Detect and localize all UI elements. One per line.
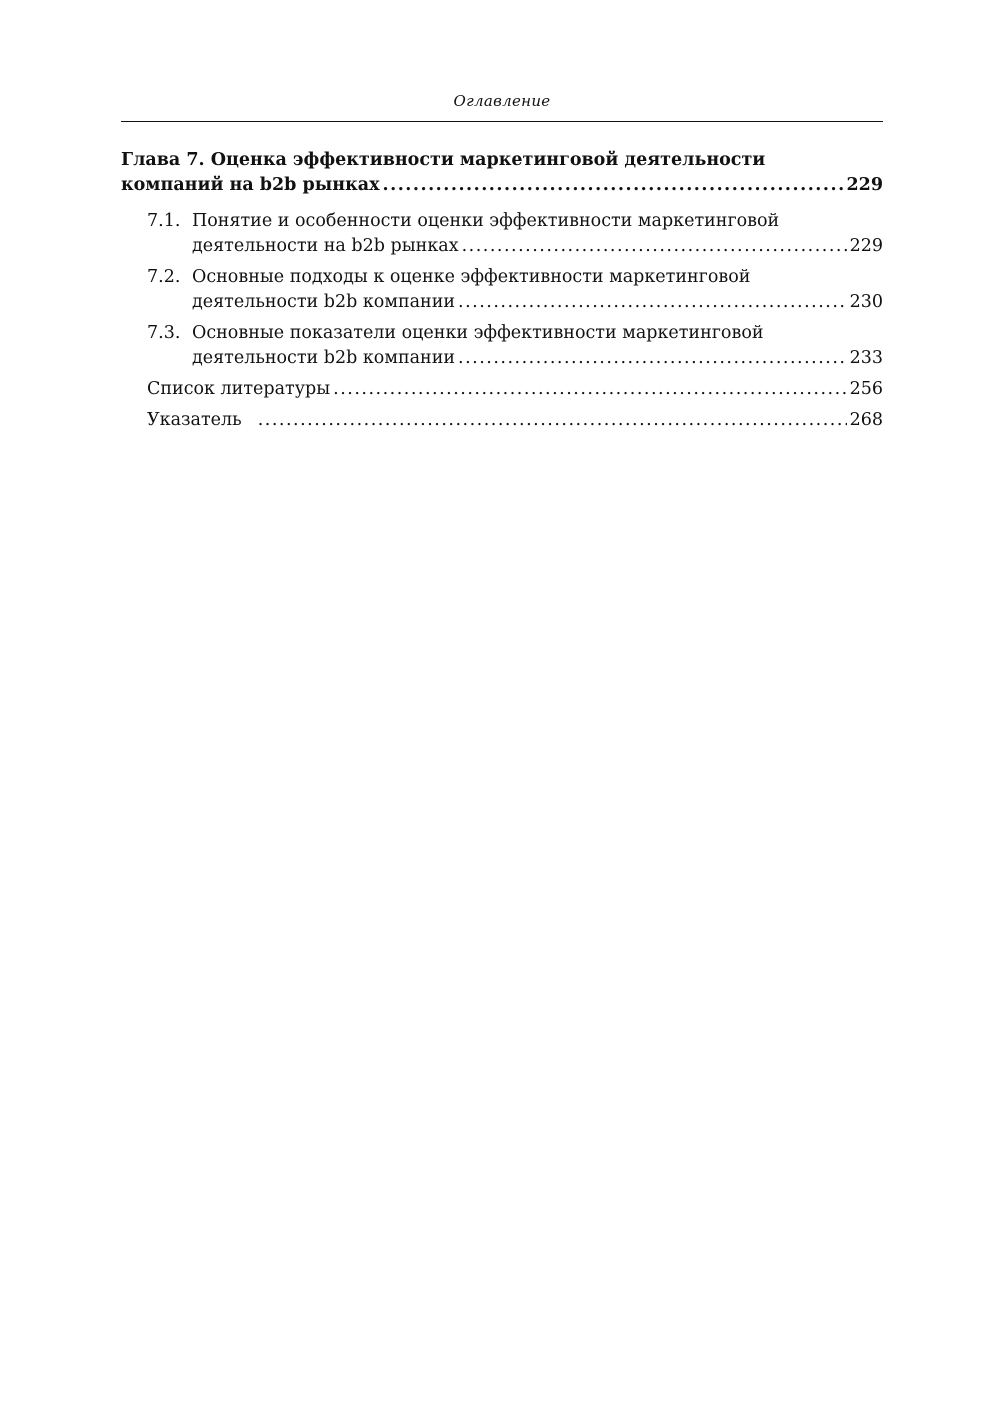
toc-entry-title: Список литературы — [147, 379, 331, 399]
dot-leader — [383, 173, 844, 198]
toc-bibliography[interactable] — [147, 377, 883, 402]
toc-index[interactable] — [147, 408, 883, 433]
toc-page-number: 233 — [849, 348, 883, 368]
toc-section-title-cont: деятельности на b2b рынках — [192, 236, 459, 256]
toc-section-title: Понятие и особенности оценки эффективности маркетинговой — [192, 211, 780, 231]
toc-section-title-cont: деятельности b2b компании — [192, 292, 456, 312]
toc-section-title: Основные показатели оценки эффективности маркетинговой — [192, 323, 764, 343]
toc-chapter-title: Глава 7. Оценка эффективности маркетинговой деятельности — [121, 150, 766, 170]
toc-section-title: Основные подходы к оценке эффективности маркетинговой — [192, 267, 751, 287]
toc-page-number: 229 — [849, 236, 883, 256]
header-divider — [121, 121, 883, 122]
dot-leader — [458, 290, 847, 315]
toc-section-number: 7.2. — [147, 267, 181, 287]
toc-page-number: 268 — [849, 410, 883, 430]
toc-line — [147, 408, 883, 433]
toc-section-line-2 — [147, 346, 883, 371]
toc-chapter-line-2 — [121, 173, 883, 198]
toc-section-line-2 — [147, 290, 883, 315]
dot-leader — [333, 377, 846, 402]
toc-line — [147, 377, 883, 402]
running-title: Оглавление — [453, 92, 551, 110]
toc-section-number: 7.3. — [147, 323, 181, 343]
toc-section-7-3[interactable] — [147, 321, 883, 371]
dot-leader — [458, 346, 847, 371]
dot-leader — [462, 234, 847, 259]
toc-section-7-1[interactable] — [147, 209, 883, 259]
dot-leader — [258, 408, 847, 433]
toc-section-title-cont: деятельности b2b компании — [192, 348, 456, 368]
toc-page-number: 256 — [849, 379, 883, 399]
toc-chapter-7[interactable] — [121, 148, 883, 198]
toc-section-line-1 — [147, 321, 883, 346]
toc-page-number: 230 — [849, 292, 883, 312]
table-of-contents — [121, 148, 883, 439]
toc-section-line-1 — [147, 209, 883, 234]
toc-section-line-2 — [147, 234, 883, 259]
toc-page-number: 229 — [846, 175, 883, 195]
toc-entry-title: Указатель — [147, 410, 242, 430]
toc-chapter-line-1 — [121, 148, 883, 173]
toc-section-7-2[interactable] — [147, 265, 883, 315]
toc-section-number: 7.1. — [147, 211, 181, 231]
toc-section-line-1 — [147, 265, 883, 290]
toc-chapter-title-cont: компаний на b2b рынках — [121, 175, 380, 195]
